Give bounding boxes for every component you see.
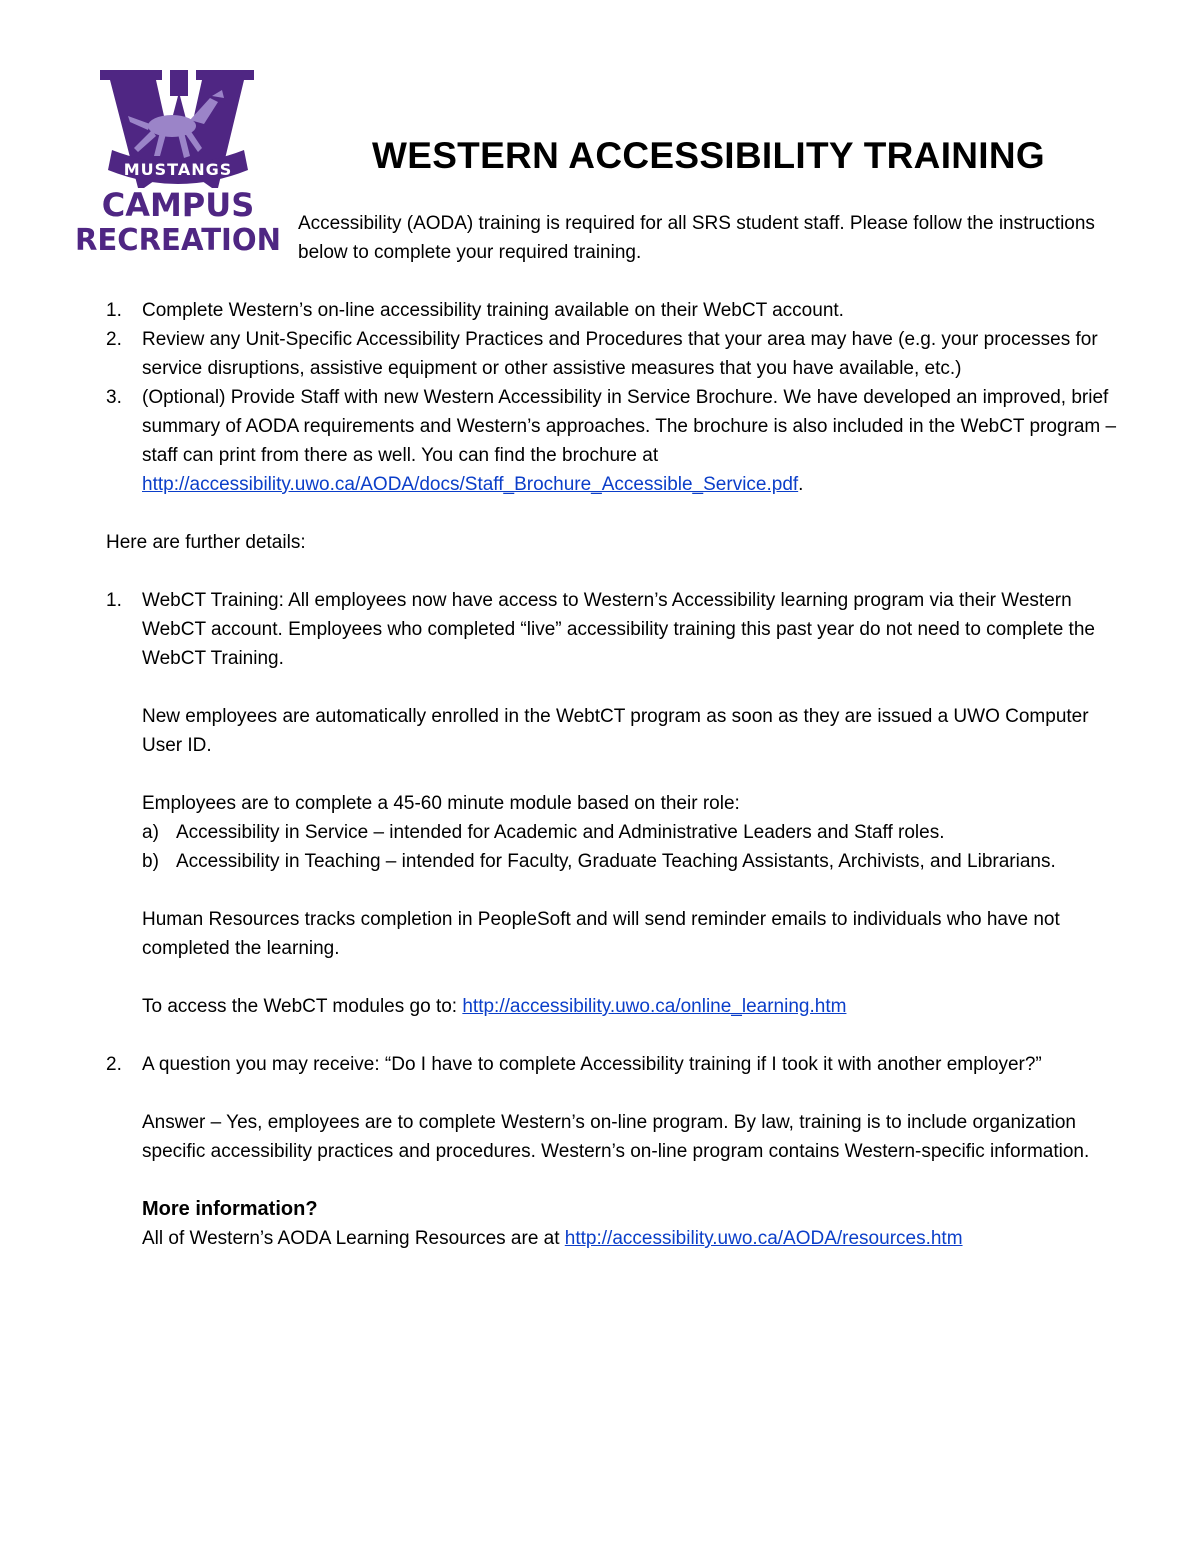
intro-paragraph: Accessibility (AODA) training is required for all SRS student staff. Please follow the instructions below to complete your required training.	[298, 213, 1095, 263]
new-employees-text: New employees are automatically enrolled in the WebtCT program as soon as they are issued a UWO Computer User ID.	[142, 706, 1089, 756]
roles-list	[142, 818, 1126, 876]
step-number: 1.	[106, 300, 122, 321]
webct-training-text: WebCT Training: All employees now have access to Western’s Accessibility learning program via their Western WebCT account. Employees who completed “live” accessibility training this past year do not need to complete the WebCT Training.	[142, 590, 1095, 669]
detail-number: 2.	[106, 1054, 122, 1075]
role-text: Accessibility in Service – intended for Academic and Administrative Leaders and Staff roles.	[176, 822, 945, 843]
hr-tracking-text: Human Resources tracks completion in PeopleSoft and will send reminder emails to individuals who have not completed the learning.	[142, 909, 1060, 959]
logo-line2: RECREATION	[75, 223, 281, 258]
campus-recreation-logo	[72, 68, 284, 258]
role-item	[142, 818, 1126, 847]
role-text: Accessibility in Teaching – intended for Faculty, Graduate Teaching Assistants, Archivists, and Librarians.	[176, 851, 1056, 872]
role-letter: a)	[142, 822, 159, 843]
more-information-heading: More information?	[142, 1198, 318, 1220]
step-item	[106, 296, 1126, 325]
module-intro-text: Employees are to complete a 45-60 minute module based on their role:	[142, 793, 740, 814]
step-item	[106, 325, 1126, 383]
step-text: (Optional) Provide Staff with new Western Accessibility in Service Brochure. We have developed an improved, brief summary of AODA requirements and Western’s approaches. The brochure is also included in the WebCT program – staff can print from there as well. You can find the brochure at	[142, 387, 1117, 466]
steps-list	[106, 296, 1126, 499]
mustang-logo-icon	[72, 68, 284, 258]
resources-prefix: All of Western’s AODA Learning Resources are at	[142, 1228, 565, 1249]
logo-banner-text: MUSTANGS	[123, 160, 233, 179]
role-item	[142, 847, 1126, 876]
access-prefix: To access the WebCT modules go to:	[142, 996, 463, 1017]
resources-link[interactable]: http://accessibility.uwo.ca/AODA/resources.htm	[564, 1228, 963, 1249]
resources-line	[142, 1224, 1126, 1253]
logo-line1: CAMPUS	[101, 186, 255, 224]
access-modules-line	[142, 992, 1126, 1021]
details-list	[106, 586, 1126, 1253]
step-item	[106, 383, 1126, 499]
page-title: WESTERN ACCESSIBILITY TRAINING	[372, 135, 1045, 176]
detail-item-question	[106, 1050, 1126, 1253]
document-body	[106, 296, 1126, 1253]
detail-item-webct	[106, 586, 1126, 1021]
detail-number: 1.	[106, 590, 122, 611]
step-number: 3.	[106, 387, 122, 408]
further-details-heading: Here are further details:	[106, 532, 306, 553]
online-learning-link[interactable]: http://accessibility.uwo.ca/online_learning.htm	[462, 996, 847, 1017]
step-text: Complete Western’s on-line accessibility training available on their WebCT account.	[142, 300, 844, 321]
answer-text: Answer – Yes, employees are to complete Western’s on-line program. By law, training is to include organization specific accessibility practices and procedures. Western’s on-line program contains Western-specific information.	[142, 1112, 1090, 1162]
brochure-link[interactable]: http://accessibility.uwo.ca/AODA/docs/Staff_Brochure_Accessible_Service.pdf	[142, 474, 799, 495]
step-number: 2.	[106, 329, 122, 350]
role-letter: b)	[142, 851, 159, 872]
step-text: Review any Unit-Specific Accessibility Practices and Procedures that your area may have (e.g. your processes for service disruptions, assistive equipment or other assistive measures that you have available, etc.)	[142, 329, 1098, 379]
question-text: A question you may receive: “Do I have to complete Accessibility training if I took it with another employer?”	[142, 1054, 1042, 1075]
step-text-end: .	[798, 474, 804, 495]
